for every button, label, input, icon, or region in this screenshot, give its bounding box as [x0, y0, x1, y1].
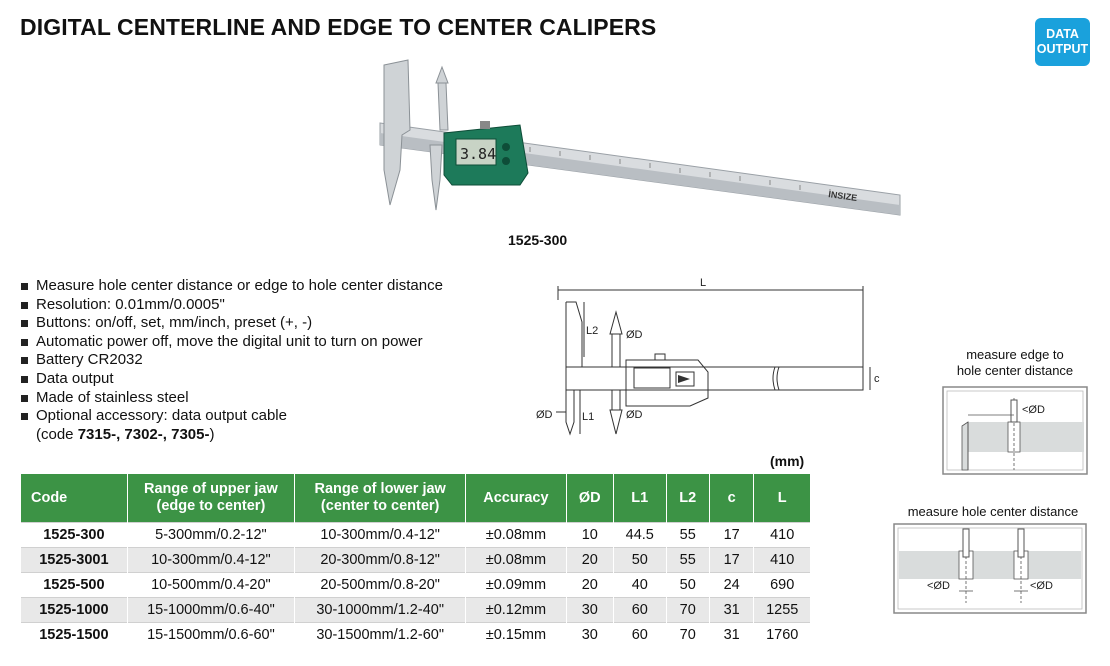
cell-od: 20	[566, 548, 613, 573]
cell-c: 31	[709, 598, 753, 623]
cell-upper-jaw: 10-300mm/0.4-12"	[127, 548, 294, 573]
col-lower-jaw-line1: Range of lower jaw	[314, 481, 446, 497]
display-readout: 3.84	[460, 145, 497, 163]
table-row	[21, 523, 810, 548]
center-to-center-diagram	[893, 523, 1087, 615]
dim-c: c	[874, 373, 880, 385]
dim-L1: L1	[582, 411, 595, 423]
cell-l: 410	[754, 548, 810, 573]
dim-oD-left: ØD	[536, 409, 553, 421]
table-row	[21, 598, 810, 623]
table-row	[21, 573, 810, 598]
table-row	[21, 623, 810, 648]
feature-item: Buttons: on/off, set, mm/inch, preset (+, -)	[20, 314, 443, 333]
col-upper-jaw-line2: (edge to center)	[156, 498, 266, 514]
edge-caption-line2: hole center distance	[956, 363, 1074, 378]
cell-l: 1760	[754, 623, 810, 648]
hole-oD-left-label: <ØD	[927, 580, 950, 592]
cell-l2: 70	[666, 598, 709, 623]
dim-oD-upper: ØD	[626, 329, 643, 341]
spec-table	[21, 474, 810, 647]
cell-od: 20	[566, 573, 613, 598]
badge-line-2: OUTPUT	[1036, 42, 1089, 56]
col-upper-jaw	[127, 474, 294, 523]
table-header-row	[21, 474, 810, 523]
cell-code: 1525-300	[21, 523, 127, 548]
accessory-codes: 7315-, 7302-, 7305-	[77, 425, 210, 443]
feature-list	[20, 277, 443, 444]
feature-item: Optional accessory: data output cable	[20, 407, 443, 426]
cell-upper-jaw: 15-1500mm/0.6-60"	[127, 623, 294, 648]
col-upper-jaw-line1: Range of upper jaw	[144, 481, 278, 497]
edge-to-center-diagram	[942, 386, 1089, 476]
col-lower-jaw-line2: (center to center)	[320, 498, 440, 514]
col-od: ØD	[566, 474, 613, 523]
feature-item: Data output	[20, 370, 443, 389]
hole-diagram-caption: measure hole center distance	[907, 504, 1079, 519]
accessory-code-suffix: )	[209, 425, 215, 443]
cell-od: 30	[566, 598, 613, 623]
feature-item: Made of stainless steel	[20, 389, 443, 408]
feature-item-continuation	[20, 426, 443, 445]
cell-code: 1525-500	[21, 573, 127, 598]
feature-item: Automatic power off, move the digital unit to turn on power	[20, 333, 443, 352]
cell-accuracy: ±0.12mm	[466, 598, 566, 623]
unit-label: (mm)	[770, 453, 805, 469]
cell-c: 17	[709, 548, 753, 573]
badge-line-1: DATA	[1046, 27, 1079, 41]
cell-od: 10	[566, 523, 613, 548]
cell-l: 1255	[754, 598, 810, 623]
cell-l1: 44.5	[614, 523, 667, 548]
caliper-dimension-drawing	[530, 272, 890, 452]
caliper-product-image	[360, 55, 905, 225]
cell-code: 1525-1500	[21, 623, 127, 648]
cell-lower-jaw: 30-1500mm/1.2-60"	[295, 623, 466, 648]
edge-diagram-caption	[945, 347, 1085, 379]
col-code: Code	[21, 474, 127, 523]
feature-item: Resolution: 0.01mm/0.0005"	[20, 296, 443, 315]
page-title: DIGITAL CENTERLINE AND EDGE TO CENTER CALIPERS	[20, 14, 657, 40]
cell-lower-jaw: 20-300mm/0.8-12"	[295, 548, 466, 573]
cell-lower-jaw: 30-1000mm/1.2-40"	[295, 598, 466, 623]
cell-l1: 60	[614, 623, 667, 648]
cell-accuracy: ±0.08mm	[466, 548, 566, 573]
cell-l1: 60	[614, 598, 667, 623]
cell-c: 31	[709, 623, 753, 648]
cell-c: 17	[709, 523, 753, 548]
cell-od: 30	[566, 623, 613, 648]
cell-l: 410	[754, 523, 810, 548]
cell-l1: 40	[614, 573, 667, 598]
cell-accuracy: ±0.15mm	[466, 623, 566, 648]
cell-code: 1525-3001	[21, 548, 127, 573]
col-l2: L2	[666, 474, 709, 523]
dim-L2: L2	[586, 325, 599, 337]
cell-code: 1525-1000	[21, 598, 127, 623]
col-accuracy: Accuracy	[466, 474, 566, 523]
edge-oD-label: <ØD	[1022, 404, 1045, 416]
table-row	[21, 548, 810, 573]
col-lower-jaw	[295, 474, 466, 523]
cell-upper-jaw: 10-500mm/0.4-20"	[127, 573, 294, 598]
cell-c: 24	[709, 573, 753, 598]
cell-l2: 55	[666, 548, 709, 573]
cell-upper-jaw: 15-1000mm/0.6-40"	[127, 598, 294, 623]
cell-accuracy: ±0.08mm	[466, 523, 566, 548]
cell-accuracy: ±0.09mm	[466, 573, 566, 598]
accessory-code-prefix: (code	[36, 425, 78, 443]
edge-caption-line1: measure edge to	[966, 347, 1064, 362]
product-model-label: 1525-300	[508, 232, 568, 248]
cell-l2: 55	[666, 523, 709, 548]
col-l: L	[754, 474, 810, 523]
data-output-badge	[1035, 18, 1090, 66]
feature-item: Measure hole center distance or edge to hole center distance	[20, 277, 443, 296]
cell-l2: 50	[666, 573, 709, 598]
cell-l2: 70	[666, 623, 709, 648]
hole-oD-right-label: <ØD	[1030, 580, 1053, 592]
cell-l: 690	[754, 573, 810, 598]
feature-item: Battery CR2032	[20, 351, 443, 370]
cell-upper-jaw: 5-300mm/0.2-12"	[127, 523, 294, 548]
cell-lower-jaw: 20-500mm/0.8-20"	[295, 573, 466, 598]
col-l1: L1	[614, 474, 667, 523]
dim-L: L	[700, 277, 707, 289]
col-c: c	[709, 474, 753, 523]
brand-mark: INSIZE	[827, 189, 858, 204]
cell-l1: 50	[614, 548, 667, 573]
dim-oD-lower: ØD	[626, 409, 643, 421]
cell-lower-jaw: 10-300mm/0.4-12"	[295, 523, 466, 548]
